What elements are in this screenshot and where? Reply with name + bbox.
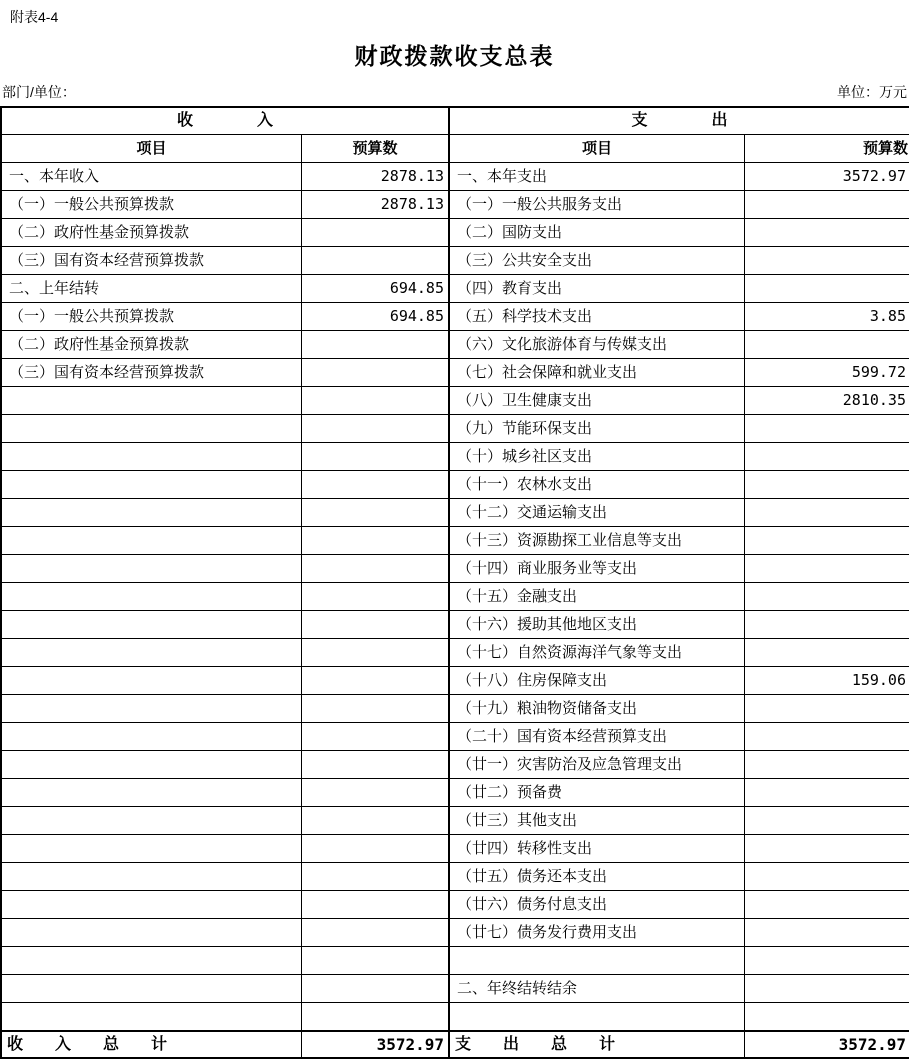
income-item	[2, 527, 302, 555]
income-amount	[302, 975, 450, 1003]
income-item	[2, 779, 302, 807]
income-item	[2, 443, 302, 471]
expense-item: （十三）资源勘探工业信息等支出	[450, 527, 745, 555]
income-item: （二）政府性基金预算拨款	[2, 219, 302, 247]
income-item	[2, 387, 302, 415]
income-item	[2, 695, 302, 723]
income-amount	[302, 863, 450, 891]
expense-amount	[745, 975, 909, 1003]
income-amount	[302, 611, 450, 639]
expense-amount	[745, 443, 909, 471]
income-amount	[302, 527, 450, 555]
expense-item: 一、本年支出	[450, 163, 745, 191]
expense-item: 二、年终结转结余	[450, 975, 745, 1003]
income-amount	[302, 919, 450, 947]
expense-item: （廿二）预备费	[450, 779, 745, 807]
income-item	[2, 667, 302, 695]
expense-amount	[745, 919, 909, 947]
expense-item: （十）城乡社区支出	[450, 443, 745, 471]
expense-amount: 2810.35	[745, 387, 909, 415]
expense-amount	[745, 1003, 909, 1031]
expense-item: （四）教育支出	[450, 275, 745, 303]
income-item: （二）政府性基金预算拨款	[2, 331, 302, 359]
expense-item: （五）科学技术支出	[450, 303, 745, 331]
income-amount	[302, 807, 450, 835]
income-amount	[302, 499, 450, 527]
appendix-label: 附表4-4	[10, 9, 59, 25]
page-title: 财政拨款收支总表	[354, 43, 555, 69]
expense-amount: 159.06	[745, 667, 909, 695]
expense-amount	[745, 471, 909, 499]
income-item	[2, 471, 302, 499]
expense-item: （十四）商业服务业等支出	[450, 555, 745, 583]
income-total-value: 3572.97	[302, 1031, 450, 1057]
income-item	[2, 807, 302, 835]
expense-item: （廿三）其他支出	[450, 807, 745, 835]
budget-table	[0, 106, 909, 1059]
expense-amount	[745, 807, 909, 835]
expense-item: （九）节能环保支出	[450, 415, 745, 443]
income-item	[2, 415, 302, 443]
expense-item: （廿四）转移性支出	[450, 835, 745, 863]
expense-item: （三）公共安全支出	[450, 247, 745, 275]
income-item	[2, 555, 302, 583]
income-amount	[302, 835, 450, 863]
expense-amount	[745, 639, 909, 667]
expense-item: （十二）交通运输支出	[450, 499, 745, 527]
income-amount	[302, 583, 450, 611]
expense-item: （廿一）灾害防治及应急管理支出	[450, 751, 745, 779]
expense-item: （十一）农林水支出	[450, 471, 745, 499]
income-item	[2, 639, 302, 667]
expense-amount	[745, 723, 909, 751]
income-amount	[302, 331, 450, 359]
income-amount	[302, 723, 450, 751]
expense-amount	[745, 891, 909, 919]
expense-amount	[745, 835, 909, 863]
expense-amount	[745, 611, 909, 639]
income-item	[2, 975, 302, 1003]
expense-item: （廿五）债务还本支出	[450, 863, 745, 891]
income-item: （三）国有资本经营预算拨款	[2, 247, 302, 275]
expense-amount	[745, 863, 909, 891]
income-item	[2, 751, 302, 779]
income-amount: 2878.13	[302, 163, 450, 191]
expense-item: （七）社会保障和就业支出	[450, 359, 745, 387]
expense-item: （二）国防支出	[450, 219, 745, 247]
income-amount	[302, 947, 450, 975]
income-budget-header: 预算数	[302, 135, 450, 163]
income-section-header: 收 入	[2, 108, 450, 135]
income-item	[2, 919, 302, 947]
expense-amount	[745, 275, 909, 303]
income-item: （一）一般公共预算拨款	[2, 191, 302, 219]
expense-item: （十八）住房保障支出	[450, 667, 745, 695]
income-item	[2, 835, 302, 863]
expense-item: （八）卫生健康支出	[450, 387, 745, 415]
income-amount	[302, 555, 450, 583]
income-amount	[302, 695, 450, 723]
income-item	[2, 583, 302, 611]
expense-item: （六）文化旅游体育与传媒支出	[450, 331, 745, 359]
expense-section-header: 支 出	[450, 108, 909, 135]
income-item	[2, 723, 302, 751]
expense-amount	[745, 499, 909, 527]
income-item: 二、上年结转	[2, 275, 302, 303]
expense-budget-header: 预算数	[745, 135, 909, 163]
expense-amount	[745, 779, 909, 807]
expense-item	[450, 1003, 745, 1031]
department-unit-label: 部门/单位：	[2, 84, 76, 100]
income-amount	[302, 751, 450, 779]
income-amount: 2878.13	[302, 191, 450, 219]
meta-row	[0, 82, 909, 102]
expense-amount: 3572.97	[745, 163, 909, 191]
unit-label: 单位：万元	[837, 84, 907, 100]
expense-total-value: 3572.97	[745, 1031, 909, 1057]
income-amount	[302, 247, 450, 275]
expense-amount	[745, 695, 909, 723]
income-amount: 694.85	[302, 275, 450, 303]
income-amount: 694.85	[302, 303, 450, 331]
income-item-header: 项目	[2, 135, 302, 163]
expense-item: （十七）自然资源海洋气象等支出	[450, 639, 745, 667]
expense-amount	[745, 219, 909, 247]
income-total-label: 收 入 总 计	[2, 1031, 302, 1057]
expense-amount	[745, 331, 909, 359]
income-item: （三）国有资本经营预算拨款	[2, 359, 302, 387]
expense-amount	[745, 191, 909, 219]
income-amount	[302, 219, 450, 247]
income-amount	[302, 1003, 450, 1031]
income-item	[2, 891, 302, 919]
expense-item: （廿七）债务发行费用支出	[450, 919, 745, 947]
income-item	[2, 499, 302, 527]
income-amount	[302, 667, 450, 695]
expense-total-label: 支 出 总 计	[450, 1031, 745, 1057]
income-item	[2, 611, 302, 639]
income-amount	[302, 639, 450, 667]
expense-item: （二十）国有资本经营预算支出	[450, 723, 745, 751]
income-amount	[302, 891, 450, 919]
income-item	[2, 863, 302, 891]
income-amount	[302, 415, 450, 443]
income-item: （一）一般公共预算拨款	[2, 303, 302, 331]
expense-item: （一）一般公共服务支出	[450, 191, 745, 219]
income-amount	[302, 471, 450, 499]
expense-amount	[745, 583, 909, 611]
income-item	[2, 947, 302, 975]
expense-amount	[745, 555, 909, 583]
expense-item: （廿六）债务付息支出	[450, 891, 745, 919]
income-amount	[302, 779, 450, 807]
expense-amount	[745, 527, 909, 555]
expense-amount	[745, 247, 909, 275]
income-amount	[302, 387, 450, 415]
income-item	[2, 1003, 302, 1031]
expense-item: （十九）粮油物资储备支出	[450, 695, 745, 723]
expense-item: （十六）援助其他地区支出	[450, 611, 745, 639]
income-amount	[302, 443, 450, 471]
expense-item: （十五）金融支出	[450, 583, 745, 611]
expense-amount: 599.72	[745, 359, 909, 387]
expense-amount	[745, 751, 909, 779]
income-item: 一、本年收入	[2, 163, 302, 191]
expense-amount	[745, 415, 909, 443]
expense-item-header: 项目	[450, 135, 745, 163]
expense-amount: 3.85	[745, 303, 909, 331]
expense-amount	[745, 947, 909, 975]
income-amount	[302, 359, 450, 387]
expense-item	[450, 947, 745, 975]
